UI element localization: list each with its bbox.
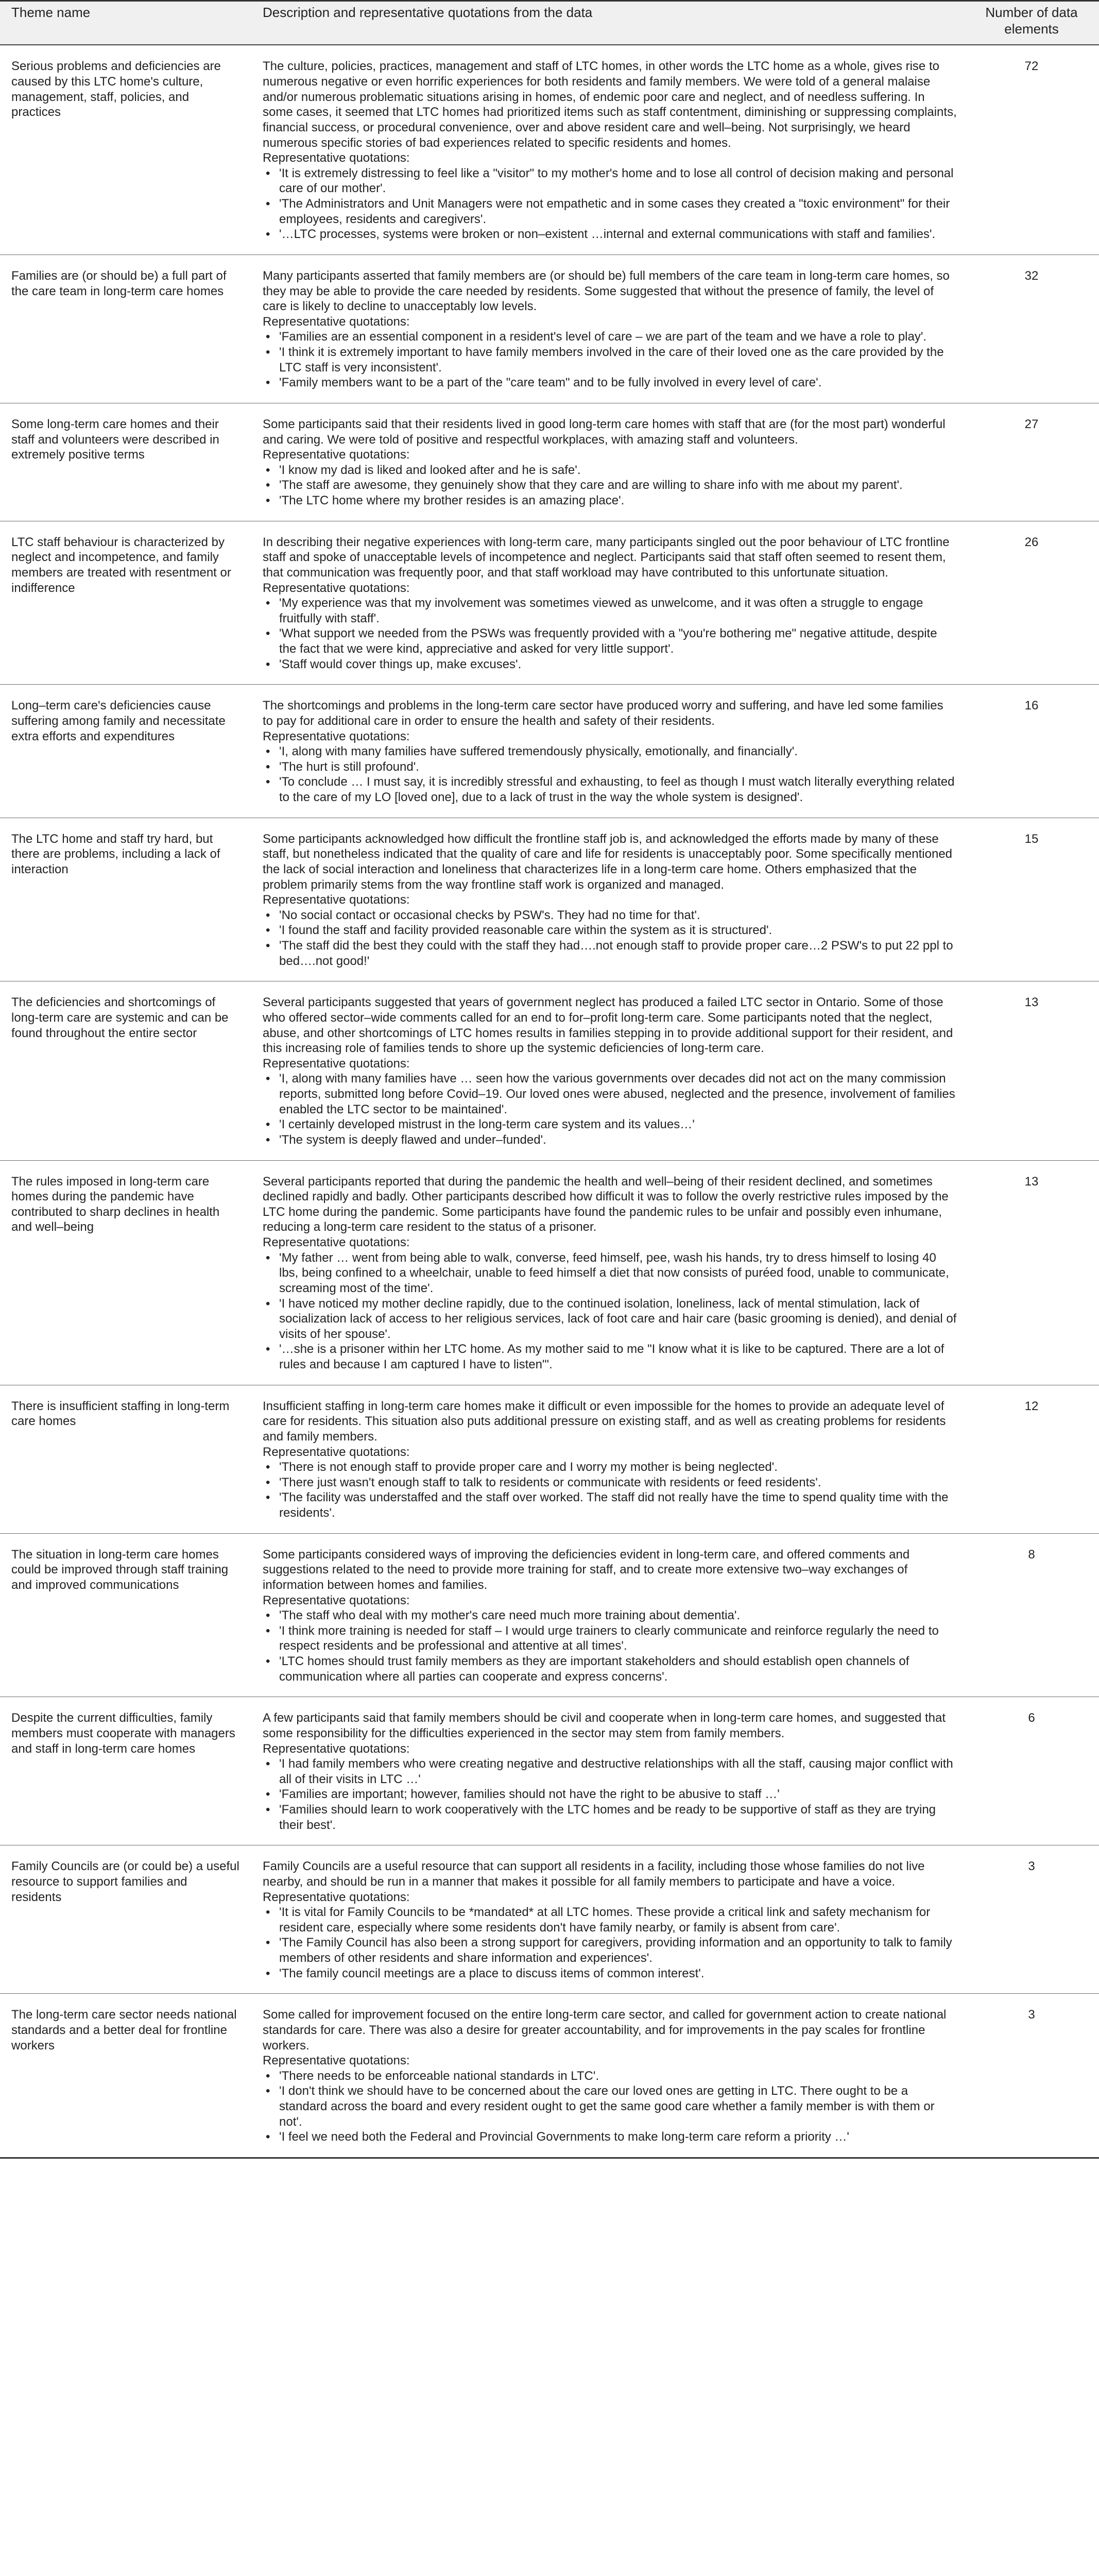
quotation-item: • '…LTC processes, systems were broken or non–existent …internal and external communications with staff and families'. xyxy=(263,227,957,242)
data-element-count-cell: 26 xyxy=(964,521,1099,685)
theme-name-cell: Serious problems and deficiencies are caused by this LTC home's culture, management, staff, policies, and practices xyxy=(0,45,251,255)
quotation-list xyxy=(263,1905,957,1981)
description-cell xyxy=(251,1385,964,1533)
quotation-item: • 'The Family Council has also been a strong support for caregivers, providing information and an opportunity to talk to family members of other residents and share information and experiences'. xyxy=(263,1935,957,1965)
data-element-count-cell: 72 xyxy=(964,45,1099,255)
quotation-list xyxy=(263,744,957,805)
table-row xyxy=(0,45,1099,255)
quotation-item: • 'My experience was that my involvement was sometimes viewed as unwelcome, and it was often a struggle to engage fruitfully with staff'. xyxy=(263,596,957,626)
description-cell xyxy=(251,685,964,818)
data-element-count-cell: 8 xyxy=(964,1533,1099,1697)
quotation-item: • 'I found the staff and facility provided reasonable care within the system as it is structured'. xyxy=(263,923,957,938)
theme-name-cell: Family Councils are (or could be) a useful resource to support families and residents xyxy=(0,1845,251,1994)
table-row xyxy=(0,685,1099,818)
representative-quotations-label: Representative quotations: xyxy=(263,1445,410,1459)
description-text: Several participants reported that during the pandemic the health and well–being of their resident declined, and sometimes declined rapidly and badly. Other participants described how difficult it was to follow the overly restrictive rules imposed by the LTC home during the pandemic. Some participants have found the pandemic rules to be unfair and possibly even inhumane, reducing a long-term care resident to the status of a prisoner. xyxy=(263,1174,949,1234)
quotation-list xyxy=(263,1250,957,1372)
data-element-count-cell: 32 xyxy=(964,255,1099,403)
quotation-item: • 'The LTC home where my brother resides is an amazing place'. xyxy=(263,493,957,509)
quotation-list xyxy=(263,166,957,242)
theme-name-cell: There is insufficient staffing in long-term care homes xyxy=(0,1385,251,1533)
theme-name-cell: Some long-term care homes and their staff and volunteers were described in extremely positive terms xyxy=(0,403,251,521)
description-text: A few participants said that family members should be civil and cooperate when in long-term care homes, and suggested that some responsibility for the difficulties experienced in the sector may stem from family members. xyxy=(263,1711,946,1740)
quotation-item: • 'The facility was understaffed and the staff over worked. The staff did not really have the time to spend quality time with the residents'. xyxy=(263,1490,957,1520)
quotation-list xyxy=(263,463,957,509)
quotation-item: • 'There is not enough staff to provide proper care and I worry my mother is being neglected'. xyxy=(263,1460,957,1475)
quotation-item: • '…she is a prisoner within her LTC home. As my mother said to me "I know what it is like to be captured. There are a lot of rules and because I am captured I have to listen"'. xyxy=(263,1342,957,1372)
quotation-item: • 'My father … went from being able to walk, converse, feed himself, pee, wash his hands, try to dress himself to losing 40 lbs, being confined to a wheelchair, unable to feed himself a diet that now consists of puréed food, unable to communicate, screaming most of the time'. xyxy=(263,1250,957,1296)
theme-name-cell: The LTC home and staff try hard, but there are problems, including a lack of interaction xyxy=(0,818,251,981)
quotation-item: • 'The staff who deal with my mother's care need much more training about dementia'. xyxy=(263,1608,957,1623)
quotation-item: • 'I certainly developed mistrust in the long-term care system and its values…' xyxy=(263,1117,957,1132)
data-element-count-cell: 27 xyxy=(964,403,1099,521)
quotation-item: • 'There just wasn't enough staff to talk to residents or communicate with residents or feed residents'. xyxy=(263,1475,957,1490)
quotation-item: • 'It is vital for Family Councils to be *mandated* at all LTC homes. These provide a critical link and safety mechanism for resident care, especially where some residents don't have family nearby, or family is absent from care'. xyxy=(263,1905,957,1935)
quotation-list xyxy=(263,908,957,969)
quotation-item: • 'I think it is extremely important to have family members involved in the care of their loved one as the care provided by the LTC staff is very inconsistent'. xyxy=(263,345,957,375)
header-description: Description and representative quotations from the data xyxy=(251,1,964,45)
quotation-item: • 'It is extremely distressing to feel like a "visitor" to my mother's home and to lose all control of decision making and personal care of our mother'. xyxy=(263,166,957,196)
description-cell xyxy=(251,1994,964,2158)
representative-quotations-label: Representative quotations: xyxy=(263,893,410,907)
representative-quotations-label: Representative quotations: xyxy=(263,1056,410,1071)
quotation-list xyxy=(263,329,957,391)
description-cell xyxy=(251,45,964,255)
quotation-item: • 'The staff did the best they could with the staff they had….not enough staff to provide proper care…2 PSW's to put 22 ppl to bed….not good!' xyxy=(263,938,957,969)
description-cell xyxy=(251,981,964,1160)
theme-name-cell: The long-term care sector needs national standards and a better deal for frontline workers xyxy=(0,1994,251,2158)
header-count: Number of data elements xyxy=(964,1,1099,45)
table-row xyxy=(0,818,1099,981)
header-theme-name: Theme name xyxy=(0,1,251,45)
quotation-list xyxy=(263,1756,957,1833)
quotation-item: • 'I know my dad is liked and looked after and he is safe'. xyxy=(263,463,957,478)
representative-quotations-label: Representative quotations: xyxy=(263,1593,410,1607)
quotation-item: • 'LTC homes should trust family members as they are important stakeholders and should establish open channels of communication where all parties can cooperate and express concerns'. xyxy=(263,1654,957,1684)
quotation-item: • 'Families are an essential component in a resident's level of care – we are part of the team and we have a role to play'. xyxy=(263,329,957,345)
quotation-item: • 'Families should learn to work cooperatively with the LTC homes and be ready to be supportive of staff as they are trying their best'. xyxy=(263,1802,957,1833)
quotation-item: • 'I feel we need both the Federal and Provincial Governments to make long-term care reform a priority …' xyxy=(263,2129,957,2145)
theme-name-cell: The situation in long-term care homes could be improved through staff training and improved communications xyxy=(0,1533,251,1697)
theme-name-cell: The rules imposed in long-term care homes during the pandemic have contributed to sharp declines in health and well–being xyxy=(0,1160,251,1385)
quotation-item: • 'I had family members who were creating negative and destructive relationships with all the staff, causing major conflict with all of their visits in LTC …' xyxy=(263,1756,957,1787)
description-cell xyxy=(251,521,964,685)
quotation-item: • 'No social contact or occasional checks by PSW's. They had no time for that'. xyxy=(263,908,957,923)
quotation-item: • 'The system is deeply flawed and under–funded'. xyxy=(263,1132,957,1148)
header-row xyxy=(0,1,1099,45)
table-row xyxy=(0,1160,1099,1385)
quotation-list xyxy=(263,2069,957,2145)
representative-quotations-label: Representative quotations: xyxy=(263,1235,410,1250)
data-element-count-cell: 16 xyxy=(964,685,1099,818)
table-body xyxy=(0,45,1099,2158)
quotation-item: • 'I don't think we should have to be concerned about the care our loved ones are getting in LTC. There ought to be a standard across the board and every resident ought to get the same good care whether a family member is with them or not'. xyxy=(263,2083,957,2129)
description-text: The shortcomings and problems in the long-term care sector have produced worry and suffering, and have led some families to pay for additional care in order to ensure the health and safety of their residents. xyxy=(263,699,943,728)
description-text: Several participants suggested that years of government neglect has produced a failed LTC sector in Ontario. Some of those who offered sector–wide comments called for an end to for–profit long-term care. Some participants noted that the neglect, abuse, and other shortcomings of LTC homes results in families stepping in to provide additional support for their resident, and this increasing role of families tends to shore up the systemic deficiencies of long-term care. xyxy=(263,995,953,1056)
representative-quotations-label: Representative quotations: xyxy=(263,729,410,743)
description-cell xyxy=(251,255,964,403)
quotation-item: • 'There needs to be enforceable national standards in LTC'. xyxy=(263,2069,957,2084)
theme-name-cell: LTC staff behaviour is characterized by neglect and incompetence, and family members are treated with resentment or indifference xyxy=(0,521,251,685)
table-row xyxy=(0,1845,1099,1994)
theme-name-cell: Families are (or should be) a full part of the care team in long-term care homes xyxy=(0,255,251,403)
table-row xyxy=(0,981,1099,1160)
table-row xyxy=(0,1994,1099,2158)
description-text: Family Councils are a useful resource that can support all residents in a facility, including those whose families do not live nearby, and should be run in a manner that makes it possible for all family members to participate and have a voice. xyxy=(263,1859,925,1889)
description-cell xyxy=(251,1697,964,1845)
table-row xyxy=(0,1697,1099,1845)
representative-quotations-label: Representative quotations: xyxy=(263,2054,410,2068)
quotation-list xyxy=(263,1071,957,1147)
representative-quotations-label: Representative quotations: xyxy=(263,314,410,329)
data-element-count-cell: 13 xyxy=(964,981,1099,1160)
description-text: Some participants considered ways of improving the deficiencies evident in long-term care, and offered comments and suggestions related to the need to provide more training for staff, and to create more extensive two–way exchanges of information between homes and families. xyxy=(263,1547,910,1592)
data-element-count-cell: 15 xyxy=(964,818,1099,981)
data-element-count-cell: 13 xyxy=(964,1160,1099,1385)
data-element-count-cell: 3 xyxy=(964,1845,1099,1994)
data-element-count-cell: 6 xyxy=(964,1697,1099,1845)
quotation-item: • 'I, along with many families have … seen how the various governments over decades did not act on the many commission reports, submitted long before Covid–19. Our loved ones were abused, neglected and the presence, involvement of families enabled the LTC sector to be maintained'. xyxy=(263,1071,957,1117)
representative-quotations-label: Representative quotations: xyxy=(263,1890,410,1904)
description-cell xyxy=(251,1845,964,1994)
quotation-list xyxy=(263,1608,957,1684)
description-text: Insufficient staffing in long-term care homes make it difficult or even impossible for the homes to provide an adequate level of care for residents. This situation also puts additional pressure on existing staff, and as well as creating problems for residents and family members. xyxy=(263,1399,946,1444)
representative-quotations-label: Representative quotations: xyxy=(263,151,410,165)
quotation-item: • 'Families are important; however, families should not have the right to be abusive to staff …' xyxy=(263,1787,957,1802)
table-row xyxy=(0,1533,1099,1697)
quotation-item: • 'The family council meetings are a place to discuss items of common interest'. xyxy=(263,1966,957,1981)
table-row xyxy=(0,521,1099,685)
quotation-item: • 'Staff would cover things up, make excuses'. xyxy=(263,657,957,672)
quotation-item: • 'I have noticed my mother decline rapidly, due to the continued isolation, loneliness, lack of mental stimulation, lack of socialization lack of access to her religious services, lack of foot care and hair care (basic grooming is denied), and denial of visits of her spouse'. xyxy=(263,1296,957,1342)
description-cell xyxy=(251,818,964,981)
description-text: Some participants acknowledged how difficult the frontline staff job is, and acknowledged the efforts made by many of these staff, but nonetheless indicated that the quality of care and life for residents is unacceptably poor. Some specifically mentioned the lack of social interaction and loneliness that characterizes life in a long-term care home. Others emphasized that the problem primarily stems from the way frontline staff work is organized and managed. xyxy=(263,832,953,892)
data-element-count-cell: 3 xyxy=(964,1994,1099,2158)
quotation-list xyxy=(263,1460,957,1521)
quotation-item: • 'What support we needed from the PSWs was frequently provided with a "you're bothering me" negative attitude, despite the fact that we were kind, appreciative and asked for very little support'. xyxy=(263,626,957,656)
quotation-item: • 'The Administrators and Unit Managers were not empathetic and in some cases they created a "toxic environment" for their employees, residents and caregivers'. xyxy=(263,196,957,227)
description-text: Some called for improvement focused on the entire long-term care sector, and called for government action to create national standards for care. There was also a desire for greater accountability, and for improvements in the pay scales for frontline workers. xyxy=(263,2008,947,2053)
description-cell xyxy=(251,1533,964,1697)
quotation-item: • 'Family members want to be a part of the "care team" and to be fully involved in every level of care'. xyxy=(263,375,957,391)
theme-name-cell: The deficiencies and shortcomings of long-term care are systemic and can be found throughout the entire sector xyxy=(0,981,251,1160)
theme-name-cell: Long–term care's deficiencies cause suffering among family and necessitate extra efforts and expenditures xyxy=(0,685,251,818)
representative-quotations-label: Representative quotations: xyxy=(263,1741,410,1756)
description-text: In describing their negative experiences with long-term care, many participants singled out the poor behaviour of LTC frontline staff and spoke of unacceptable levels of incompetence and neglect. Participants said that staff often seemed to resent them, that communication was frequently poor, and that staff workload may have contributed to this unfortunate situation. xyxy=(263,535,950,580)
description-cell xyxy=(251,403,964,521)
quotation-item: • 'I, along with many families have suffered tremendously physically, emotionally, and financially'. xyxy=(263,744,957,759)
description-text: Some participants said that their residents lived in good long-term care homes with staff that are (for the most part) wonderful and caring. We were told of positive and respectful workplaces, with amazing staff and volunteers. xyxy=(263,417,946,447)
description-text: The culture, policies, practices, management and staff of LTC homes, in other words the LTC home as a whole, gives rise to numerous negative or even horrific experiences for both residents and family members. We were told of a general malaise and/or numerous problematic situations arising in homes, of endemic poor care and neglect, and of needless suffering. In some cases, it seemed that LTC homes had prioritized items such as staff contentment, diminishing or suppressing complaints, financial success, or procedural convenience, over and above resident care and well–being. Not surprisingly, we heard numerous specific stories of bad experiences related to specific residents and homes. xyxy=(263,59,957,150)
quotation-list xyxy=(263,596,957,672)
quotation-item: • 'To conclude … I must say, it is incredibly stressful and exhausting, to feel as though I must watch literally everything related to the care of my LO [loved one], due to a lack of trust in the way the whole system is designed'. xyxy=(263,774,957,805)
representative-quotations-label: Representative quotations: xyxy=(263,581,410,595)
quotation-item: • 'The hurt is still profound'. xyxy=(263,759,957,775)
description-cell xyxy=(251,1160,964,1385)
quotation-item: • 'The staff are awesome, they genuinely show that they care and are willing to share info with me about my parent'. xyxy=(263,478,957,493)
description-text: Many participants asserted that family members are (or should be) full members of the care team in long-term care homes, so they may be able to provide the care needed by residents. Some suggested that without the presence of family, the level of care is likely to decline to unacceptably low levels. xyxy=(263,268,950,314)
data-element-count-cell: 12 xyxy=(964,1385,1099,1533)
quotation-item: • 'I think more training is needed for staff – I would urge trainers to clearly communicate and reinforce regularly the need to respect residents and be professional and attentive at all times'. xyxy=(263,1623,957,1654)
representative-quotations-label: Representative quotations: xyxy=(263,448,410,462)
table-row xyxy=(0,255,1099,403)
table-row xyxy=(0,1385,1099,1533)
theme-name-cell: Despite the current difficulties, family members must cooperate with managers and staff in long-term care homes xyxy=(0,1697,251,1845)
table-row xyxy=(0,403,1099,521)
